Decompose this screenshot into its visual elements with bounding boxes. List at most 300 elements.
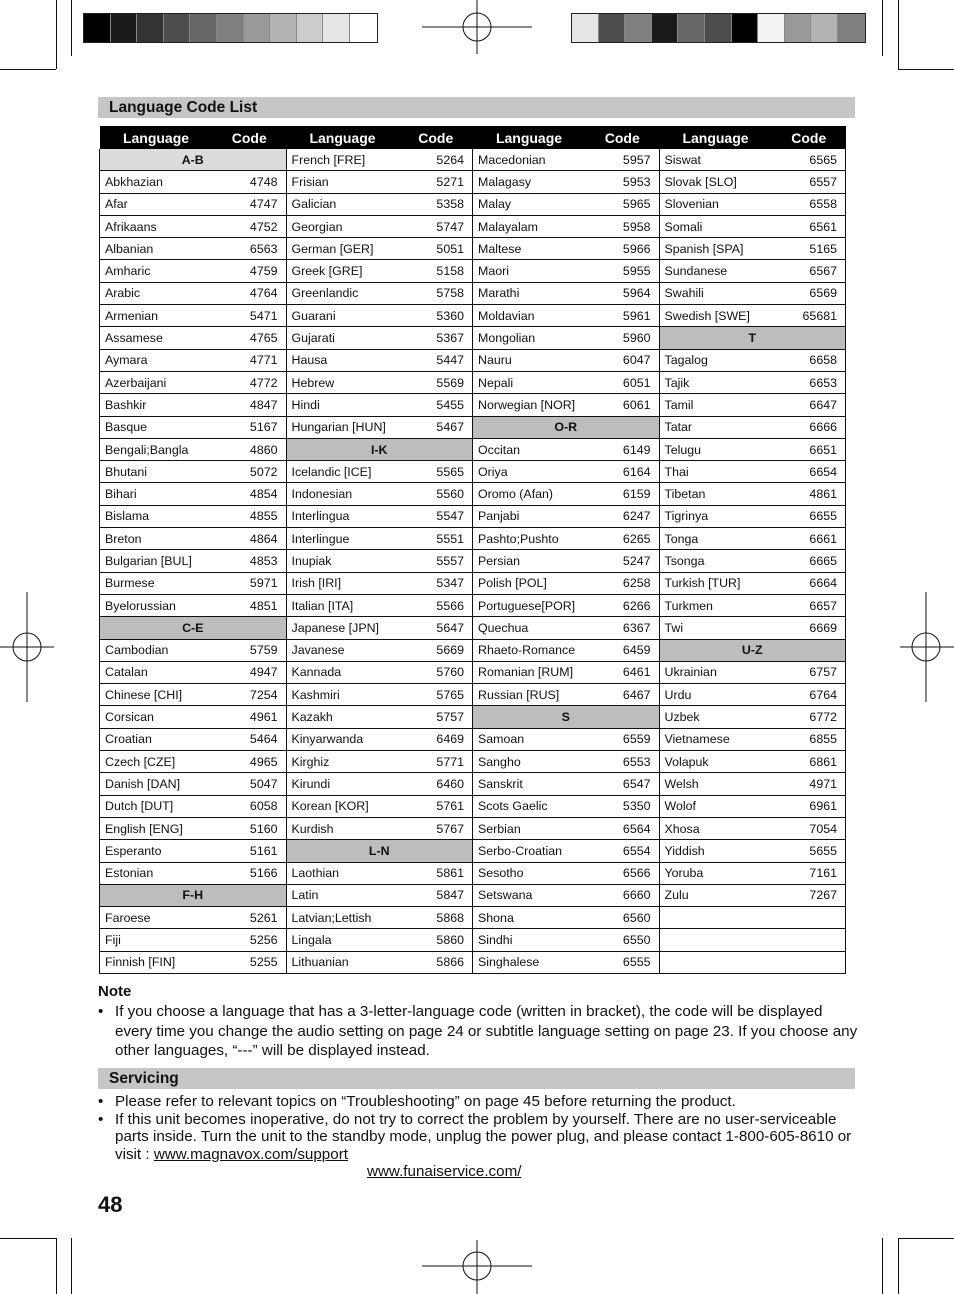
table-row (100, 639, 846, 661)
language-name: Quechua (473, 617, 586, 639)
language-name: Kashmiri (286, 684, 399, 706)
language-code: 6669 (772, 617, 846, 639)
language-name: Catalan (100, 661, 213, 683)
language-code: 6061 (586, 394, 660, 416)
language-code: 6149 (586, 438, 660, 460)
language-name: Abkhazian (100, 171, 213, 193)
language-name: Afrikaans (100, 215, 213, 237)
table-row (100, 550, 846, 572)
language-name: Javanese (286, 639, 399, 661)
color-swatch (625, 14, 652, 42)
language-name: Serbo-Croatian (473, 840, 586, 862)
language-code: 5467 (399, 416, 473, 438)
language-code: 5358 (399, 193, 473, 215)
language-code-table (99, 126, 846, 974)
language-name: Somali (659, 215, 772, 237)
language-name: Amharic (100, 260, 213, 282)
language-code: 7161 (772, 862, 846, 884)
language-name: Bashkir (100, 394, 213, 416)
table-row (100, 862, 846, 884)
language-name: Xhosa (659, 817, 772, 839)
language-code: 5264 (399, 149, 473, 171)
language-code: 5560 (399, 483, 473, 505)
table-row (100, 684, 846, 706)
group-header: L-N (286, 840, 473, 862)
language-name: Cambodian (100, 639, 213, 661)
language-name: Bhutani (100, 461, 213, 483)
color-swatch (572, 14, 599, 42)
language-code: 6564 (586, 817, 660, 839)
language-code: 6553 (586, 751, 660, 773)
language-code: 6664 (772, 572, 846, 594)
column-header: Language (659, 126, 772, 149)
color-swatch (84, 14, 111, 42)
language-code: 4965 (213, 751, 287, 773)
language-code: 6461 (586, 661, 660, 683)
table-row (100, 795, 846, 817)
group-header: O-R (473, 416, 660, 438)
language-code: 6469 (399, 728, 473, 750)
language-code: 6657 (772, 594, 846, 616)
language-code: 5767 (399, 817, 473, 839)
language-code: 6855 (772, 728, 846, 750)
language-code: 65681 (772, 305, 846, 327)
language-name: Gujarati (286, 327, 399, 349)
language-code: 5955 (586, 260, 660, 282)
language-name: Tamil (659, 394, 772, 416)
table-row (100, 461, 846, 483)
table-row (100, 728, 846, 750)
color-swatch (785, 14, 812, 42)
language-name: Basque (100, 416, 213, 438)
column-header: Code (772, 126, 846, 149)
language-name: Kirghiz (286, 751, 399, 773)
language-code: 5166 (213, 862, 287, 884)
language-name: Bihari (100, 483, 213, 505)
language-code: 6558 (772, 193, 846, 215)
language-name: Czech [CZE] (100, 751, 213, 773)
language-code: 4864 (213, 528, 287, 550)
language-code: 6660 (586, 884, 660, 906)
language-name: Telugu (659, 438, 772, 460)
language-name: Tsonga (659, 550, 772, 572)
language-code: 5464 (213, 728, 287, 750)
language-code: 4759 (213, 260, 287, 282)
language-code: 5367 (399, 327, 473, 349)
language-name: Tibetan (659, 483, 772, 505)
table-row (100, 305, 846, 327)
color-bar-right (571, 13, 866, 43)
servicing-text-2: If this unit becomes inoperative, do not try to correct the problem by yourself. There are no user-serviceable parts inside. Turn the unit to the standby mode, unplug the power plug, and please contact 1-800-605-8610 or visit : (115, 1110, 852, 1163)
language-name: Portuguese[POR] (473, 594, 586, 616)
language-code: 5566 (399, 594, 473, 616)
group-header: U-Z (659, 639, 846, 661)
language-code: 6653 (772, 371, 846, 393)
language-name: Serbian (473, 817, 586, 839)
language-code: 5760 (399, 661, 473, 683)
table-row (100, 773, 846, 795)
language-code: 5547 (399, 505, 473, 527)
language-name: Kinyarwanda (286, 728, 399, 750)
language-code: 6757 (772, 661, 846, 683)
language-name: Inupiak (286, 550, 399, 572)
language-code: 6559 (586, 728, 660, 750)
language-code: 5847 (399, 884, 473, 906)
language-name: Moldavian (473, 305, 586, 327)
page-number: 48 (98, 1192, 123, 1217)
language-code: 6051 (586, 371, 660, 393)
language-code: 6861 (772, 751, 846, 773)
color-swatch (190, 14, 217, 42)
language-code: 5161 (213, 840, 287, 862)
language-code: 5647 (399, 617, 473, 639)
language-name: Turkmen (659, 594, 772, 616)
language-name: Swedish [SWE] (659, 305, 772, 327)
language-name: Danish [DAN] (100, 773, 213, 795)
language-name: Yiddish (659, 840, 772, 862)
language-code: 6047 (586, 349, 660, 371)
color-swatch (244, 14, 271, 42)
language-name: Persian (473, 550, 586, 572)
language-name: Malayalam (473, 215, 586, 237)
language-code: 5447 (399, 349, 473, 371)
note-text: If you choose a language that has a 3-letter-language code (written in bracket), the code will be displayed every time you change the audio setting on page 24 or subtitle language setting on page 23. If you choose any other languages, “---” will be displayed instead. (115, 1003, 858, 1059)
empty-cell (659, 951, 846, 973)
language-name: Estonian (100, 862, 213, 884)
language-name: Latin (286, 884, 399, 906)
language-name: Kazakh (286, 706, 399, 728)
table-row (100, 907, 846, 929)
table-row (100, 193, 846, 215)
language-code: 5953 (586, 171, 660, 193)
language-name: Kirundi (286, 773, 399, 795)
language-code: 4947 (213, 661, 287, 683)
bullet-icon: • (98, 1003, 104, 1020)
language-name: Oromo (Afan) (473, 483, 586, 505)
language-name: Polish [POL] (473, 572, 586, 594)
language-name: Lithuanian (286, 951, 399, 973)
language-name: Byelorussian (100, 594, 213, 616)
language-code: 5165 (772, 238, 846, 260)
language-code: 5471 (213, 305, 287, 327)
language-name: Vietnamese (659, 728, 772, 750)
registration-mark-right-icon (898, 592, 954, 702)
table-row (100, 282, 846, 304)
language-code: 5960 (586, 327, 660, 349)
language-code: 5271 (399, 171, 473, 193)
language-name: Azerbaijani (100, 371, 213, 393)
language-code: 5961 (586, 305, 660, 327)
language-code: 4853 (213, 550, 287, 572)
language-code: 6058 (213, 795, 287, 817)
color-swatch (111, 14, 138, 42)
table-row (100, 884, 846, 906)
table-row (100, 840, 846, 862)
registration-mark-left-icon (0, 592, 56, 702)
table-row (100, 371, 846, 393)
language-code: 6460 (399, 773, 473, 795)
language-code: 4748 (213, 171, 287, 193)
language-name: Sundanese (659, 260, 772, 282)
language-name: Hausa (286, 349, 399, 371)
group-header: C-E (100, 617, 287, 639)
language-code: 5759 (213, 639, 287, 661)
language-name: Nauru (473, 349, 586, 371)
color-swatch (297, 14, 324, 42)
language-code: 6651 (772, 438, 846, 460)
language-name: Bulgarian [BUL] (100, 550, 213, 572)
color-swatch (678, 14, 705, 42)
servicing-item (98, 1111, 858, 1181)
language-name: Setswana (473, 884, 586, 906)
language-code: 6566 (586, 862, 660, 884)
servicing-item (98, 1093, 858, 1111)
language-name: French [FRE] (286, 149, 399, 171)
table-row (100, 260, 846, 282)
color-swatch (137, 14, 164, 42)
language-name: Galician (286, 193, 399, 215)
language-name: Guarani (286, 305, 399, 327)
language-name: Panjabi (473, 505, 586, 527)
table-row (100, 751, 846, 773)
language-name: Tonga (659, 528, 772, 550)
language-name: Yoruba (659, 862, 772, 884)
language-name: Korean [KOR] (286, 795, 399, 817)
language-name: Romanian [RUM] (473, 661, 586, 683)
language-name: Georgian (286, 215, 399, 237)
color-bar-left (83, 13, 378, 43)
language-name: Ukrainian (659, 661, 772, 683)
language-code: 6560 (586, 907, 660, 929)
language-code: 6467 (586, 684, 660, 706)
table-row (100, 394, 846, 416)
language-code: 4855 (213, 505, 287, 527)
language-code: 6764 (772, 684, 846, 706)
language-code: 6569 (772, 282, 846, 304)
language-code: 6647 (772, 394, 846, 416)
language-name: German [GER] (286, 238, 399, 260)
language-name: Corsican (100, 706, 213, 728)
column-header: Language (473, 126, 586, 149)
language-name: Interlingue (286, 528, 399, 550)
language-code: 5758 (399, 282, 473, 304)
group-header: S (473, 706, 660, 728)
table-row (100, 349, 846, 371)
language-code: 4851 (213, 594, 287, 616)
language-name: Bengali;Bangla (100, 438, 213, 460)
language-name: Rhaeto-Romance (473, 639, 586, 661)
language-name: Uzbek (659, 706, 772, 728)
language-code: 6258 (586, 572, 660, 594)
language-code: 6961 (772, 795, 846, 817)
table-row (100, 327, 846, 349)
servicing-section-title: Servicing (109, 1070, 179, 1087)
color-swatch (705, 14, 732, 42)
language-code: 6266 (586, 594, 660, 616)
language-code: 5964 (586, 282, 660, 304)
language-code: 6550 (586, 929, 660, 951)
table-row (100, 171, 846, 193)
language-name: Spanish [SPA] (659, 238, 772, 260)
language-code: 5247 (586, 550, 660, 572)
table-row (100, 929, 846, 951)
language-code: 6661 (772, 528, 846, 550)
color-swatch (323, 14, 350, 42)
language-name: Maori (473, 260, 586, 282)
language-name: Thai (659, 461, 772, 483)
language-name: Russian [RUS] (473, 684, 586, 706)
language-code: 5347 (399, 572, 473, 594)
language-code: 5747 (399, 215, 473, 237)
language-name: Finnish [FIN] (100, 951, 213, 973)
language-name: Armenian (100, 305, 213, 327)
language-code: 5455 (399, 394, 473, 416)
language-name: Burmese (100, 572, 213, 594)
language-name: Laothian (286, 862, 399, 884)
table-row (100, 661, 846, 683)
column-header: Language (100, 126, 213, 149)
language-name: Twi (659, 617, 772, 639)
language-name: Hungarian [HUN] (286, 416, 399, 438)
language-code: 4961 (213, 706, 287, 728)
table-row (100, 572, 846, 594)
color-swatch (838, 14, 865, 42)
language-code: 5261 (213, 907, 287, 929)
language-name: Japanese [JPN] (286, 617, 399, 639)
language-code: 5072 (213, 461, 287, 483)
language-name: English [ENG] (100, 817, 213, 839)
language-name: Hebrew (286, 371, 399, 393)
table-row (100, 817, 846, 839)
language-name: Shona (473, 907, 586, 929)
language-name: Irish [IRI] (286, 572, 399, 594)
language-code: 5765 (399, 684, 473, 706)
language-name: Bislama (100, 505, 213, 527)
language-name: Pashto;Pushto (473, 528, 586, 550)
language-name: Sesotho (473, 862, 586, 884)
language-name: Occitan (473, 438, 586, 460)
table-row (100, 416, 846, 438)
language-code: 5655 (772, 840, 846, 862)
empty-cell (659, 929, 846, 951)
language-code: 5957 (586, 149, 660, 171)
language-code: 5757 (399, 706, 473, 728)
language-code: 4764 (213, 282, 287, 304)
table-row (100, 215, 846, 237)
language-name: Siswat (659, 149, 772, 171)
color-swatch (270, 14, 297, 42)
language-code: 4752 (213, 215, 287, 237)
group-header: F-H (100, 884, 287, 906)
language-code: 5868 (399, 907, 473, 929)
servicing-section-header (98, 1068, 855, 1089)
bullet-icon: • (98, 1093, 104, 1110)
table-row (100, 483, 846, 505)
registration-mark-bottom-icon (422, 1238, 532, 1294)
language-code: 7267 (772, 884, 846, 906)
language-code: 7054 (772, 817, 846, 839)
language-name: Nepali (473, 371, 586, 393)
language-code: 5160 (213, 817, 287, 839)
note-list (98, 1002, 858, 1061)
language-name: Indonesian (286, 483, 399, 505)
registration-mark-top-icon (422, 0, 532, 56)
color-swatch (652, 14, 679, 42)
language-code: 6654 (772, 461, 846, 483)
language-name: Marathi (473, 282, 586, 304)
language-name: Latvian;Lettish (286, 907, 399, 929)
language-name: Faroese (100, 907, 213, 929)
column-header: Language (286, 126, 399, 149)
table-row (100, 238, 846, 260)
table-row (100, 528, 846, 550)
language-name: Tajik (659, 371, 772, 393)
column-header: Code (399, 126, 473, 149)
language-code: 6247 (586, 505, 660, 527)
language-name: Malay (473, 193, 586, 215)
table-row (100, 951, 846, 973)
support-link[interactable]: www.magnavox.com/support (153, 1145, 348, 1163)
language-code: 6665 (772, 550, 846, 572)
language-section-header (98, 97, 855, 118)
language-code: 6367 (586, 617, 660, 639)
language-name: Turkish [TUR] (659, 572, 772, 594)
language-code: 5861 (399, 862, 473, 884)
language-name: Croatian (100, 728, 213, 750)
language-name: Kurdish (286, 817, 399, 839)
bullet-icon: • (98, 1110, 104, 1128)
language-name: Singhalese (473, 951, 586, 973)
language-code: 5966 (586, 238, 660, 260)
table-header-row (100, 126, 846, 149)
language-name: Scots Gaelic (473, 795, 586, 817)
language-name: Albanian (100, 238, 213, 260)
language-code: 5167 (213, 416, 287, 438)
language-code: 5158 (399, 260, 473, 282)
language-code: 5551 (399, 528, 473, 550)
language-name: Sanskrit (473, 773, 586, 795)
language-name: Samoan (473, 728, 586, 750)
servicing-list (98, 1093, 858, 1181)
table-row (100, 505, 846, 527)
language-code: 5051 (399, 238, 473, 260)
language-code: 5565 (399, 461, 473, 483)
language-code: 5958 (586, 215, 660, 237)
service-link[interactable]: www.funaiservice.com/ (367, 1163, 522, 1180)
language-code: 6164 (586, 461, 660, 483)
language-code: 6159 (586, 483, 660, 505)
color-swatch (758, 14, 785, 42)
language-code: 5669 (399, 639, 473, 661)
color-swatch (732, 14, 759, 42)
language-code: 4765 (213, 327, 287, 349)
group-header: I-K (286, 438, 473, 460)
language-name: Afar (100, 193, 213, 215)
language-code: 6658 (772, 349, 846, 371)
language-name: Italian [ITA] (286, 594, 399, 616)
language-name: Slovenian (659, 193, 772, 215)
table-row (100, 617, 846, 639)
language-code: 5569 (399, 371, 473, 393)
language-name: Aymara (100, 349, 213, 371)
language-code: 6772 (772, 706, 846, 728)
language-name: Tigrinya (659, 505, 772, 527)
language-code: 5860 (399, 929, 473, 951)
language-code: 4747 (213, 193, 287, 215)
language-name: Volapuk (659, 751, 772, 773)
note-title: Note (98, 983, 132, 1000)
language-code: 6554 (586, 840, 660, 862)
